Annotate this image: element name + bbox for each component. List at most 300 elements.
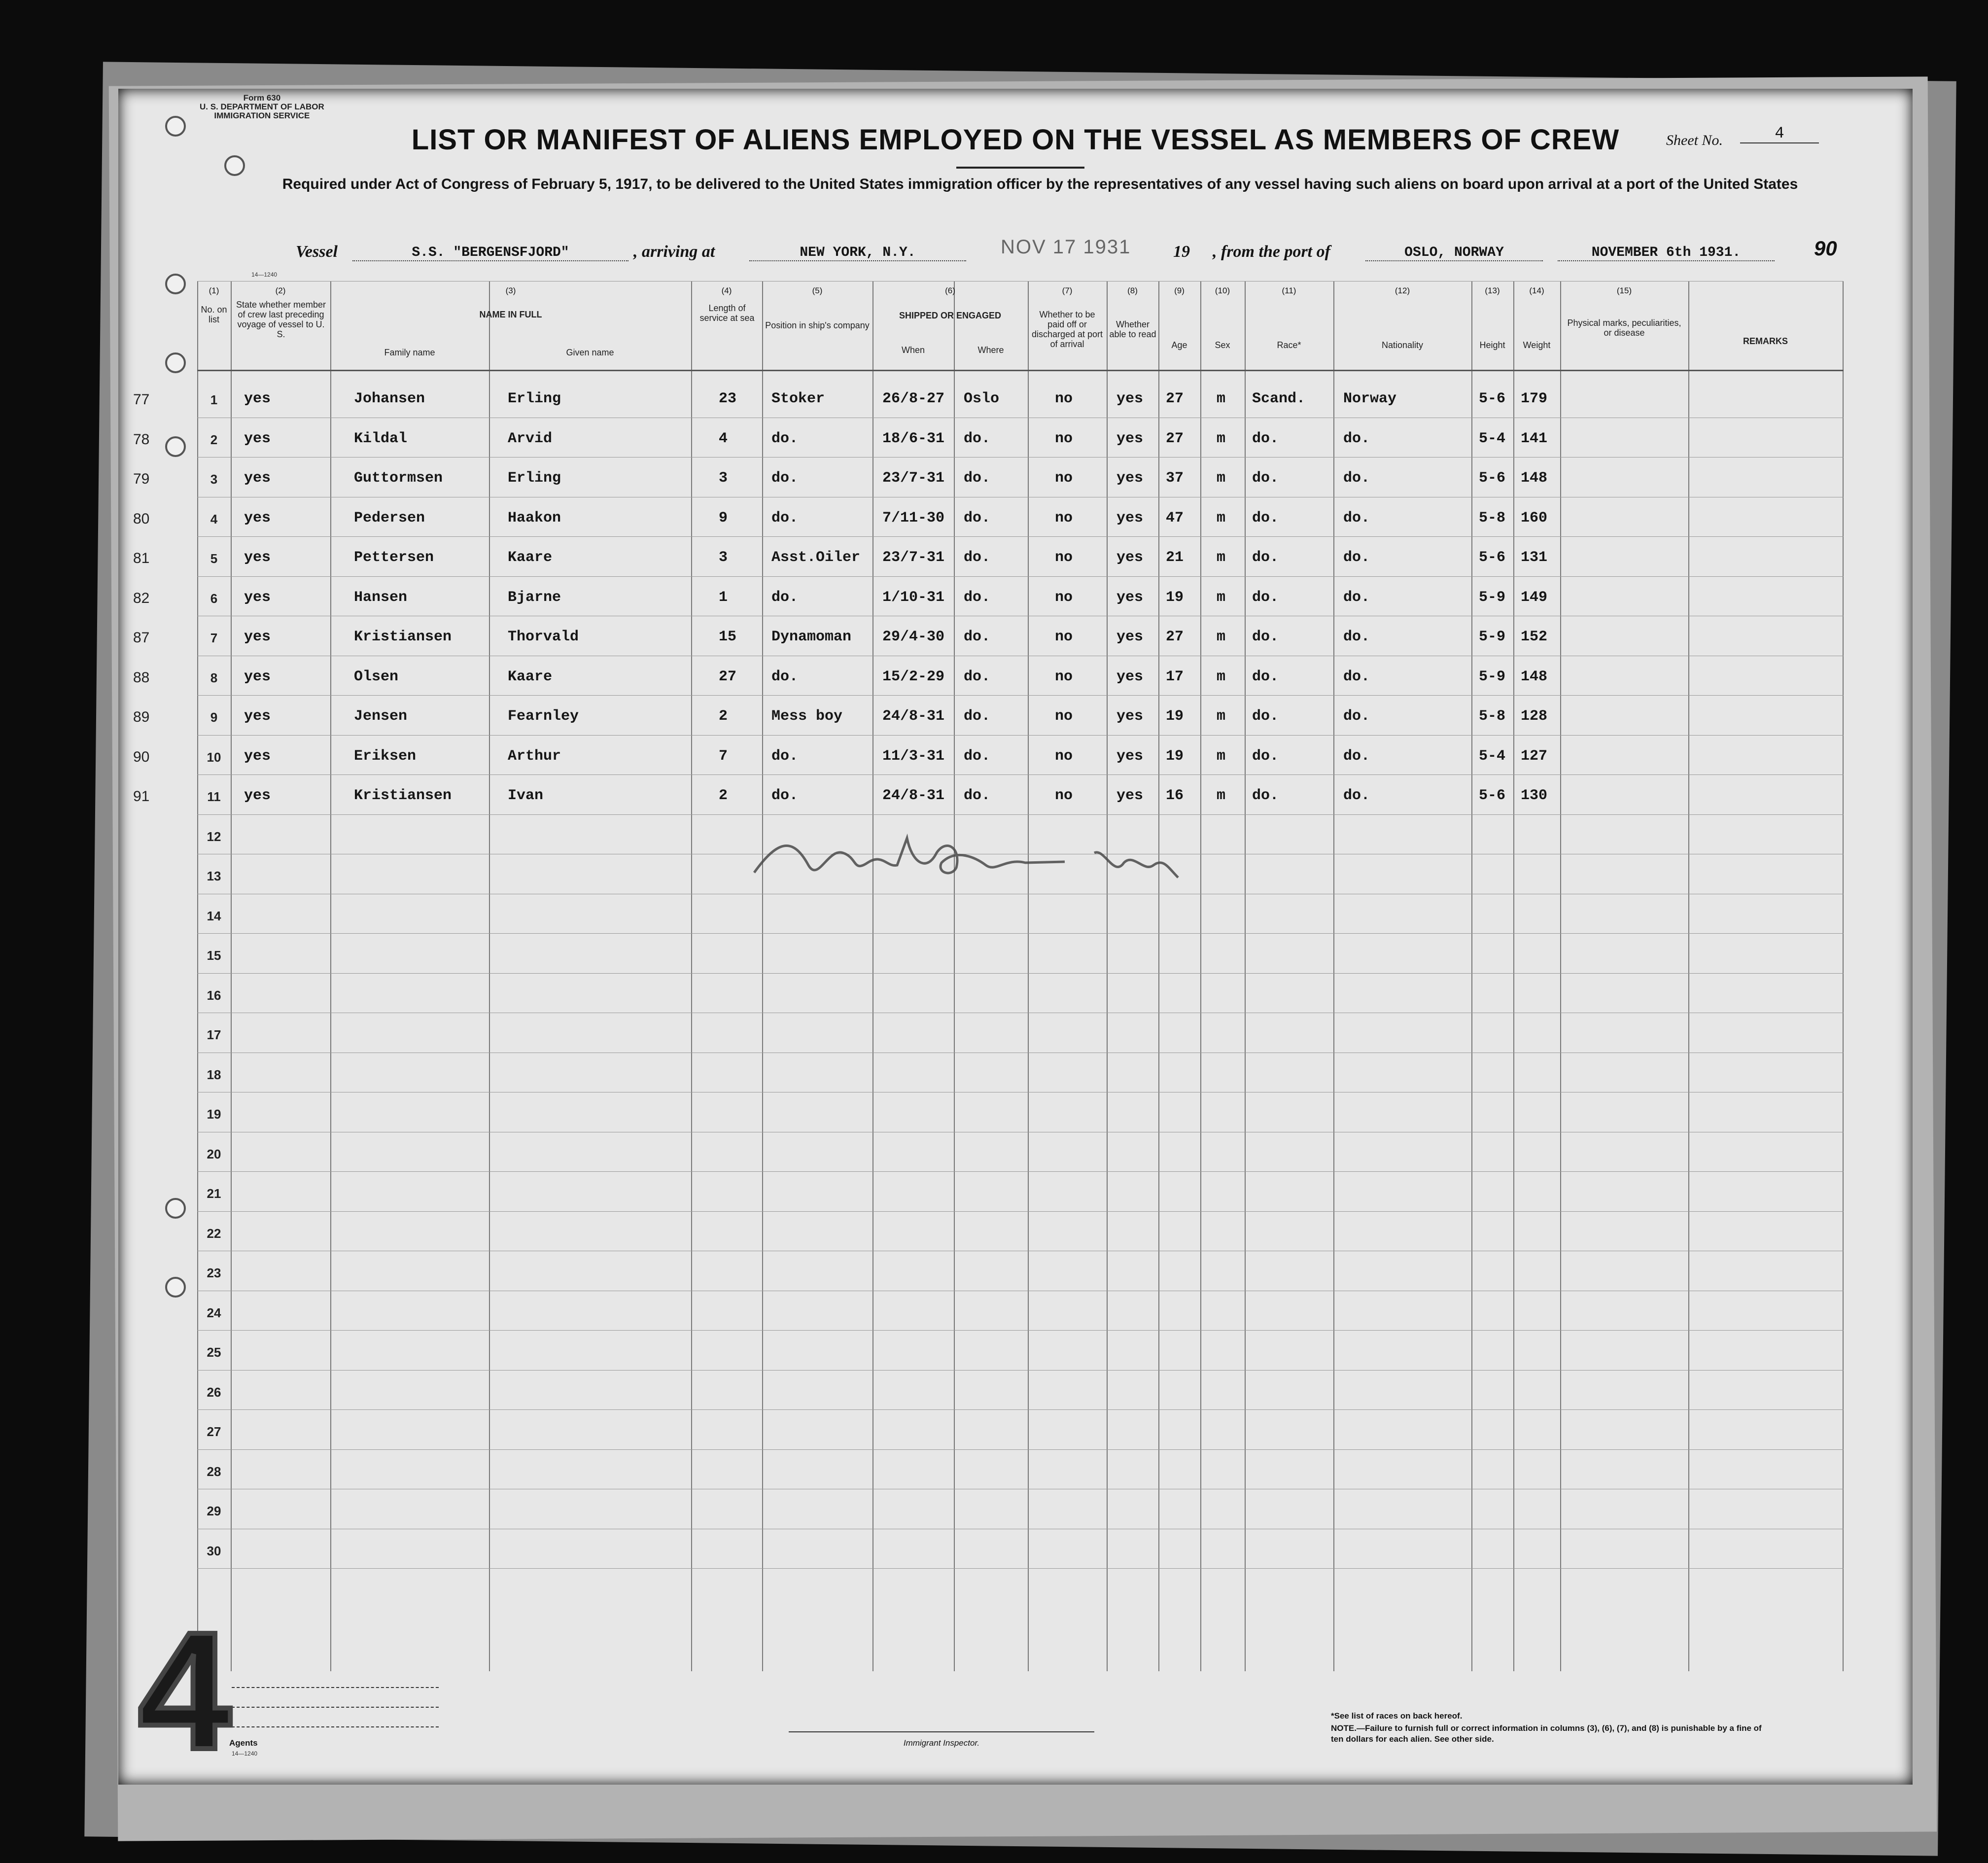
- cell-race: do.: [1252, 787, 1279, 804]
- col-num-6: (6): [945, 286, 955, 295]
- cell-sex: m: [1217, 390, 1226, 407]
- row-number: 14: [207, 908, 221, 923]
- col-head-read: Whether able to read: [1109, 319, 1156, 339]
- cell-position: do.: [771, 509, 799, 527]
- cell-able-to-read: yes: [1116, 589, 1144, 606]
- cell-age: 47: [1166, 509, 1184, 527]
- cell-previous-voyage: yes: [244, 629, 271, 645]
- table-row: [133, 618, 1844, 657]
- binder-hole: [165, 352, 186, 373]
- col-head-family-name: Family name: [384, 348, 435, 357]
- cell-position: do.: [771, 747, 799, 765]
- cell-given-name: Arvid: [508, 430, 553, 447]
- cell-service-length: 2: [719, 708, 728, 725]
- table-row: [197, 896, 1844, 935]
- col-num-2: (2): [275, 286, 286, 295]
- col-head-where: Where: [977, 345, 1004, 355]
- row-number: 29: [207, 1504, 221, 1518]
- row-number: 20: [207, 1146, 221, 1161]
- form-info: [200, 94, 324, 120]
- cell-height: 5-8: [1479, 509, 1506, 527]
- col-head-name: NAME IN FULL: [479, 310, 542, 319]
- cell-age: 19: [1166, 589, 1184, 606]
- cell-shipped-where: do.: [964, 708, 991, 725]
- cell-able-to-read: yes: [1116, 509, 1144, 527]
- inspector-label: Immigrant Inspector.: [903, 1738, 980, 1748]
- cell-given-name: Fearnley: [508, 708, 579, 725]
- cell-service-length: 27: [719, 668, 737, 685]
- departure-port: OSLO, NORWAY: [1365, 245, 1543, 261]
- cell-family-name: Kristiansen: [354, 787, 452, 804]
- col-head-service: Length of service at sea: [699, 303, 755, 323]
- cell-sex: m: [1217, 509, 1226, 527]
- cell-service-length: 2: [719, 787, 728, 804]
- requirement-text: Required under Act of Congress of February 5, 1917, to be delivered to the United States immigration officer by the representatives of any vessel having such aliens on board upon arrival at a port of the United States: [282, 176, 1798, 192]
- col-num-3: (3): [505, 286, 516, 295]
- row-number: 2: [210, 432, 218, 447]
- cell-height: 5-4: [1479, 747, 1506, 765]
- cell-race: do.: [1252, 470, 1279, 487]
- vessel-name: S.S. "BERGENSFJORD": [352, 245, 628, 261]
- cell-able-to-read: yes: [1116, 430, 1144, 447]
- col-head-shipped: SHIPPED OR ENGAGED: [899, 311, 1002, 320]
- cell-given-name: Ivan: [508, 787, 544, 804]
- row-number: 10: [207, 749, 221, 765]
- cell-race: do.: [1252, 430, 1279, 447]
- cell-age: 17: [1166, 668, 1184, 685]
- signature-scribble: [749, 818, 1193, 887]
- row-number: 7: [210, 631, 218, 645]
- cell-given-name: Erling: [508, 390, 561, 407]
- cell-age: 27: [1166, 430, 1184, 447]
- binder-hole: [165, 274, 186, 294]
- row-number: 13: [207, 869, 221, 883]
- margin-number: 89: [133, 709, 150, 725]
- col-head-paid-off: Whether to be paid off or discharged at port of arrival: [1031, 310, 1103, 349]
- cell-shipped-where: do.: [964, 589, 991, 606]
- col-head-height: Height: [1479, 340, 1505, 350]
- cell-shipped-when: 24/8-31: [882, 787, 945, 804]
- col-num-1: (1): [209, 286, 219, 295]
- col-num-8: (8): [1127, 286, 1138, 295]
- small-form-code: 14—1240: [251, 271, 278, 278]
- row-number: 17: [207, 1027, 221, 1042]
- cell-able-to-read: yes: [1116, 390, 1144, 407]
- cell-age: 19: [1166, 708, 1184, 725]
- cell-nationality: do.: [1343, 708, 1370, 725]
- cell-shipped-when: 26/8-27: [882, 390, 945, 407]
- cell-previous-voyage: yes: [244, 470, 271, 487]
- cell-shipped-when: 23/7-31: [882, 549, 945, 566]
- margin-number: 77: [133, 391, 150, 408]
- cell-age: 16: [1166, 787, 1184, 804]
- margin-number: 80: [133, 510, 150, 527]
- margin-number: 90: [133, 748, 150, 765]
- arriving-port: NEW YORK, N.Y.: [749, 245, 966, 261]
- cell-shipped-where: do.: [964, 787, 991, 804]
- footer-form-code: 14—1240: [232, 1750, 258, 1757]
- row-number: 25: [207, 1345, 221, 1360]
- table-row: [197, 1055, 1844, 1094]
- cell-position: Asst.Oiler: [771, 549, 861, 566]
- cell-shipped-when: 11/3-31: [882, 747, 945, 765]
- cell-race: do.: [1252, 629, 1279, 645]
- row-number: 11: [207, 789, 221, 804]
- cell-able-to-read: yes: [1116, 629, 1144, 645]
- cell-paid-off: no: [1055, 509, 1073, 527]
- cell-family-name: Johansen: [354, 390, 425, 407]
- margin-number: 81: [133, 550, 150, 566]
- cell-paid-off: no: [1055, 390, 1073, 407]
- cell-age: 27: [1166, 390, 1184, 407]
- cell-shipped-when: 1/10-31: [882, 589, 945, 606]
- cell-weight: 152: [1521, 629, 1548, 645]
- cell-position: Stoker: [771, 390, 825, 407]
- cell-shipped-where: do.: [964, 668, 991, 685]
- cell-position: do.: [771, 470, 799, 487]
- margin-number: 91: [133, 788, 150, 805]
- cell-nationality: do.: [1343, 629, 1370, 645]
- cell-shipped-when: 7/11-30: [882, 509, 945, 527]
- agents-label: Agents: [229, 1738, 258, 1748]
- cell-sex: m: [1217, 549, 1226, 566]
- binder-hole: [165, 1198, 186, 1219]
- cell-race: do.: [1252, 509, 1279, 527]
- cell-shipped-where: do.: [964, 747, 991, 765]
- col-head-weight: Weight: [1523, 340, 1551, 350]
- binder-hole: [165, 436, 186, 457]
- cell-nationality: do.: [1343, 430, 1370, 447]
- col-num-5: (5): [812, 286, 823, 295]
- table-row: [133, 499, 1844, 538]
- cell-able-to-read: yes: [1116, 708, 1144, 725]
- cell-able-to-read: yes: [1116, 668, 1144, 685]
- table-row: [133, 459, 1844, 498]
- cell-weight: 128: [1521, 708, 1548, 725]
- cell-position: Mess boy: [771, 708, 843, 725]
- cell-paid-off: no: [1055, 549, 1073, 566]
- row-number: 16: [207, 987, 221, 1003]
- cell-service-length: 7: [719, 747, 728, 765]
- row-number: 8: [210, 670, 218, 685]
- from-port-label: , from the port of: [1213, 243, 1330, 261]
- col-num-12: (12): [1395, 286, 1410, 295]
- crew-table: [133, 281, 1844, 1671]
- cell-position: do.: [771, 589, 799, 606]
- row-number: 9: [210, 710, 218, 725]
- table-row: [197, 1411, 1844, 1451]
- cell-given-name: Arthur: [508, 747, 561, 765]
- table-row: [133, 380, 1844, 419]
- cell-height: 5-6: [1479, 470, 1506, 487]
- cell-shipped-where: do.: [964, 509, 991, 527]
- table-row: [197, 1372, 1844, 1411]
- col-head-physical: Physical marks, peculiarities, or disease: [1567, 318, 1681, 338]
- inspector-signature: [749, 818, 1193, 897]
- cell-nationality: do.: [1343, 509, 1370, 527]
- row-number: 19: [207, 1107, 221, 1122]
- manifest-page: [118, 89, 1913, 1785]
- row-number: 22: [207, 1226, 221, 1241]
- service-name: IMMIGRATION SERVICE: [214, 111, 310, 120]
- cell-sex: m: [1217, 787, 1226, 804]
- col-head-race: Race*: [1277, 340, 1301, 350]
- cell-previous-voyage: yes: [244, 549, 271, 566]
- sheet-number-marker: 4: [138, 1597, 232, 1785]
- cell-service-length: 3: [719, 549, 728, 566]
- col-num-10: (10): [1215, 286, 1230, 295]
- cell-nationality: do.: [1343, 787, 1370, 804]
- cell-service-length: 3: [719, 470, 728, 487]
- page-title: LIST OR MANIFEST OF ALIENS EMPLOYED ON THE VESSEL AS MEMBERS OF CREW: [411, 124, 1620, 156]
- cell-shipped-when: 15/2-29: [882, 668, 945, 685]
- col-num-13: (13): [1485, 286, 1500, 295]
- cell-race: do.: [1252, 589, 1279, 606]
- cell-sex: m: [1217, 668, 1226, 685]
- table-row: [133, 420, 1844, 459]
- sheet-number-label: Sheet No.: [1666, 132, 1723, 148]
- cell-paid-off: no: [1055, 470, 1073, 487]
- cell-service-length: 1: [719, 589, 728, 606]
- cell-paid-off: no: [1055, 787, 1073, 804]
- cell-sex: m: [1217, 629, 1226, 645]
- cell-paid-off: no: [1055, 747, 1073, 765]
- cell-height: 5-6: [1479, 787, 1506, 804]
- table-row: [133, 538, 1844, 578]
- cell-height: 5-6: [1479, 549, 1506, 566]
- row-number: 24: [207, 1305, 221, 1320]
- cell-nationality: do.: [1343, 470, 1370, 487]
- cell-service-length: 9: [719, 509, 728, 527]
- cell-previous-voyage: yes: [244, 390, 271, 407]
- cell-sex: m: [1217, 470, 1226, 487]
- cell-paid-off: no: [1055, 629, 1073, 645]
- table-row: [197, 1451, 1844, 1491]
- row-number: 23: [207, 1265, 221, 1280]
- cell-paid-off: no: [1055, 430, 1073, 447]
- cell-weight: 141: [1521, 430, 1548, 447]
- cell-previous-voyage: yes: [244, 589, 271, 606]
- cell-height: 5-9: [1479, 629, 1506, 645]
- cell-height: 5-6: [1479, 390, 1506, 407]
- cell-family-name: Pettersen: [354, 549, 434, 566]
- cell-weight: 179: [1521, 390, 1548, 407]
- row-number: 1: [210, 392, 218, 407]
- cell-family-name: Eriksen: [354, 747, 417, 765]
- col-num-9: (9): [1174, 286, 1185, 295]
- vessel-line: [296, 237, 1873, 261]
- cell-weight: 148: [1521, 470, 1548, 487]
- table-row: [197, 1253, 1844, 1292]
- cell-given-name: Thorvald: [508, 629, 579, 645]
- cell-previous-voyage: yes: [244, 747, 271, 765]
- margin-number: 79: [133, 471, 150, 487]
- cell-weight: 127: [1521, 747, 1548, 765]
- col-num-4: (4): [721, 286, 732, 295]
- cell-shipped-where: do.: [964, 470, 991, 487]
- row-number: 4: [210, 511, 218, 527]
- row-number: 30: [207, 1543, 221, 1558]
- cell-sex: m: [1217, 708, 1226, 725]
- cell-family-name: Olsen: [354, 668, 399, 685]
- table-row: [197, 1491, 1844, 1530]
- cell-given-name: Erling: [508, 470, 561, 487]
- margin-number: 82: [133, 590, 150, 606]
- cell-paid-off: no: [1055, 589, 1073, 606]
- col-head-age: Age: [1171, 340, 1187, 350]
- margin-number: 88: [133, 669, 150, 686]
- col-head-remarks: REMARKS: [1743, 336, 1788, 346]
- cell-age: 19: [1166, 747, 1184, 765]
- table-row: [197, 1213, 1844, 1253]
- cell-family-name: Guttormsen: [354, 470, 443, 487]
- row-number: 18: [207, 1067, 221, 1082]
- table-row: [197, 1094, 1844, 1133]
- footnote-races: *See list of races on back hereof.: [1331, 1711, 1463, 1721]
- handwritten-sheet-code: 90: [1814, 237, 1837, 260]
- margin-number: 87: [133, 630, 150, 646]
- cell-age: 37: [1166, 470, 1184, 487]
- col-num-7: (7): [1062, 286, 1073, 295]
- year-label: 19: [1173, 243, 1190, 261]
- col-head-sex: Sex: [1215, 340, 1230, 350]
- cell-given-name: Haakon: [508, 509, 561, 527]
- cell-race: do.: [1252, 708, 1279, 725]
- date-stamp: NOV 17 1931: [1001, 236, 1131, 258]
- cell-shipped-when: 18/6-31: [882, 430, 945, 447]
- col-head-no: No. on list: [201, 305, 227, 324]
- row-number: 27: [207, 1424, 221, 1439]
- cell-position: do.: [771, 668, 799, 685]
- table-row: [197, 935, 1844, 975]
- cell-paid-off: no: [1055, 708, 1073, 725]
- table-row: [133, 697, 1844, 737]
- cell-race: Scand.: [1252, 390, 1306, 407]
- table-row: [133, 578, 1844, 618]
- cell-given-name: Bjarne: [508, 589, 561, 606]
- cell-family-name: Kristiansen: [354, 629, 452, 645]
- col-head-position: Position in ship's company: [765, 320, 870, 330]
- table-row: [133, 658, 1844, 697]
- cell-nationality: do.: [1343, 747, 1370, 765]
- cell-age: 27: [1166, 629, 1184, 645]
- cell-shipped-where: do.: [964, 629, 991, 645]
- table-row: [197, 975, 1844, 1015]
- table-row: [197, 1173, 1844, 1213]
- cell-service-length: 23: [719, 390, 737, 407]
- cell-weight: 148: [1521, 668, 1548, 685]
- cell-given-name: Kaare: [508, 668, 553, 685]
- cell-previous-voyage: yes: [244, 430, 271, 447]
- row-number: 5: [210, 551, 218, 566]
- cell-height: 5-8: [1479, 708, 1506, 725]
- cell-weight: 131: [1521, 549, 1548, 566]
- row-number: 6: [210, 591, 218, 606]
- cell-shipped-when: 24/8-31: [882, 708, 945, 725]
- footnote-penalty: NOTE.—Failure to furnish full or correct information in columns (3), (6), (7), and (8) is punishable by a fine of ten dollars for each alien. See other side.: [1331, 1723, 1762, 1744]
- cell-race: do.: [1252, 747, 1279, 765]
- table-row: [197, 1015, 1844, 1054]
- cell-race: do.: [1252, 668, 1279, 685]
- table-row: [197, 1332, 1844, 1371]
- cell-previous-voyage: yes: [244, 509, 271, 527]
- cell-nationality: do.: [1343, 668, 1370, 685]
- cell-able-to-read: yes: [1116, 549, 1144, 566]
- col-num-11: (11): [1282, 286, 1296, 295]
- departure-date: NOVEMBER 6th 1931.: [1558, 245, 1775, 261]
- cell-family-name: Kildal: [354, 430, 408, 447]
- cell-paid-off: no: [1055, 668, 1073, 685]
- cell-previous-voyage: yes: [244, 787, 271, 804]
- cell-shipped-when: 23/7-31: [882, 470, 945, 487]
- cell-height: 5-4: [1479, 430, 1506, 447]
- col-head-nationality: Nationality: [1381, 340, 1424, 350]
- cell-age: 21: [1166, 549, 1184, 566]
- cell-position: do.: [771, 787, 799, 804]
- cell-nationality: Norway: [1343, 390, 1397, 407]
- col-head-given-name: Given name: [566, 348, 614, 357]
- sheet-number-value: 4: [1740, 124, 1819, 143]
- cell-family-name: Jensen: [354, 708, 408, 725]
- vessel-label: Vessel: [296, 243, 338, 261]
- cell-shipped-where: do.: [964, 430, 991, 447]
- cell-weight: 160: [1521, 509, 1548, 527]
- cell-previous-voyage: yes: [244, 708, 271, 725]
- col-head-when: When: [901, 345, 925, 355]
- row-number: 3: [210, 472, 218, 487]
- cell-able-to-read: yes: [1116, 787, 1144, 804]
- arriving-label: , arriving at: [633, 243, 715, 261]
- col-num-14: (14): [1529, 286, 1544, 295]
- cell-family-name: Hansen: [354, 589, 408, 606]
- cell-previous-voyage: yes: [244, 668, 271, 685]
- margin-number: 78: [133, 431, 150, 448]
- cell-sex: m: [1217, 430, 1226, 447]
- row-number: 21: [207, 1186, 221, 1201]
- col-head-previous-voyage: State whether member of crew last preceding voyage of vessel to U. S.: [236, 300, 326, 339]
- cell-height: 5-9: [1479, 668, 1506, 685]
- cell-nationality: do.: [1343, 549, 1370, 566]
- title-underline: [956, 167, 1084, 169]
- binder-hole: [165, 1277, 186, 1298]
- table-row: [133, 737, 1844, 776]
- form-number: Form 630: [243, 93, 281, 103]
- cell-able-to-read: yes: [1116, 470, 1144, 487]
- cell-shipped-where: Oslo: [964, 390, 1000, 407]
- cell-weight: 149: [1521, 589, 1548, 606]
- cell-family-name: Pedersen: [354, 509, 425, 527]
- department-name: U. S. DEPARTMENT OF LABOR: [200, 102, 324, 111]
- cell-sex: m: [1217, 747, 1226, 765]
- cell-position: do.: [771, 430, 799, 447]
- cell-shipped-where: do.: [964, 549, 991, 566]
- cell-shipped-when: 29/4-30: [882, 629, 945, 645]
- cell-race: do.: [1252, 549, 1279, 566]
- cell-nationality: do.: [1343, 589, 1370, 606]
- row-number: 12: [207, 829, 221, 844]
- table-row: [133, 776, 1844, 816]
- cell-weight: 130: [1521, 787, 1548, 804]
- cell-sex: m: [1217, 589, 1226, 606]
- cell-height: 5-9: [1479, 589, 1506, 606]
- cell-able-to-read: yes: [1116, 747, 1144, 765]
- row-number: 26: [207, 1384, 221, 1400]
- col-num-15: (15): [1616, 286, 1632, 295]
- table-row: [197, 1134, 1844, 1173]
- cell-service-length: 4: [719, 430, 728, 447]
- row-number: 28: [207, 1464, 221, 1479]
- table-row: [197, 1531, 1844, 1570]
